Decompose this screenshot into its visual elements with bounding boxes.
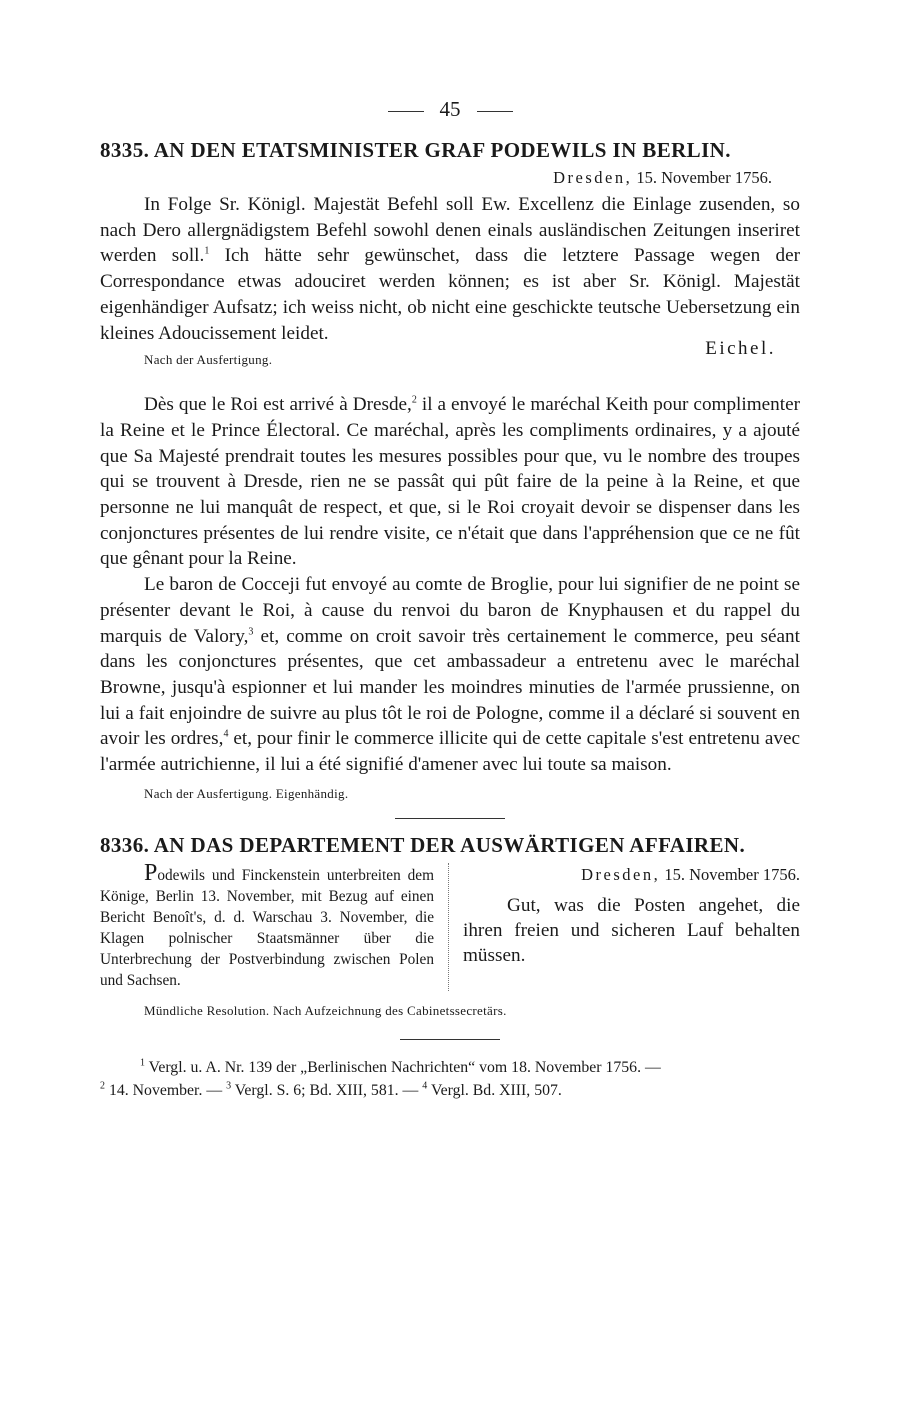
french-p1-text-b: il a envoyé le maréchal Keith pour complimenter la Reine et le Prince Électoral. Ce maréchal, après les compliments ordinaires, y a ajouté que Sa Majesté prendrait toutes les mesures possibles pour que, vu le nombre des troupes qui se trouvent à Dresde, rien ne se passât qui pût faire de la peine à la Reine, et que personne ne lui manquât de respect, et que, si le Roi croyait devoir se dispenser dans les conjonctures présentes de lui rendre visite, ce n'était que dans l'appréhension que ce ne fût que gênant pour la Reine.	[100, 394, 800, 570]
french-p1-text-a: Dès que le Roi est arrivé à Dresde,	[144, 394, 412, 416]
footnote-mark-4: 4	[422, 1080, 428, 1092]
letter-8335-date: 15. November 1756.	[636, 168, 772, 187]
footnote-2-text: 14. November. —	[105, 1081, 227, 1099]
footnote-1-text: Vergl. u. A. Nr. 139 der „Berlinischen Nachrichten“ vom 18. November 1756. —	[145, 1058, 661, 1076]
french-p2-text-b: et, comme on croit savoir très certainement le commerce, peu séant dans les conjonctures présentes, que cet ambassadeur a entretenu avec le maréchal Browne, jusqu'à espionner et lui mander les moindres minuties de l'armée prussienne, on lui a fait enjoindre de suivre au plus tôt le roi de Pologne, comme il a déclaré si souvent en avoir les ordres,	[100, 625, 800, 750]
letter-8336-summary	[100, 859, 449, 991]
footnote-ref-4: 4	[223, 728, 229, 740]
letter-8336-heading: 8336. AN DAS DEPARTEMENT DER AUSWÄRTIGEN AFFAIREN.	[100, 832, 746, 857]
page-number-dash-left	[388, 111, 424, 112]
footnote-ref-3: 3	[248, 626, 254, 638]
letter-8335-source-note: Nach der Ausfertigung.	[144, 352, 273, 368]
summary-text: odewils und Finckenstein unterbreiten dem Könige, Berlin 13. November, mit Bezug auf einen Bericht Benoît's, d. d. Warschau 3. November, die Klagen polnischer Staatsmänner über die Unterbrechung der Postverbindung zwischen Polen und Sachsen.	[100, 866, 434, 989]
footnote-ref-2: 2	[411, 394, 417, 406]
footnote-ref-1: 1	[204, 246, 210, 258]
letter-8335-dateline	[100, 166, 772, 190]
document-page	[100, 94, 800, 1102]
letter-8335-date-place: Dresden,	[553, 168, 633, 187]
footnote-line-1	[100, 1056, 800, 1079]
letter-8335-text-a: In Folge Sr. Königl. Majestät Befehl soll Ew. Excellenz die Einlage zusenden, so nach Dero allergnädigstem Befehl sowohl denen einals ausländischen Zeitungen inseriret werden soll.	[100, 194, 800, 267]
french-p2-text-c: et, pour finir le commerce illicite qui de cette capitale s'est entretenu avec l'armée autrichienne, il lui a été signifié d'amener avec lui toute sa maison.	[100, 728, 800, 776]
page-number-dash-right	[477, 111, 513, 112]
letter-8336-resolution-column	[449, 863, 800, 991]
letter-8335-signature-row	[100, 338, 800, 370]
page-number-line	[100, 94, 800, 124]
footnote-4-text: Vergl. Bd. XIII, 507.	[427, 1081, 562, 1099]
page-number: 45	[439, 97, 461, 121]
footnote-3-text: Vergl. S. 6; Bd. XIII, 581. —	[231, 1081, 423, 1099]
letter-8335-text-b: Ich hätte sehr gewünschet, dass die letztere Passage wegen der Correspondance etwas adouciret werden können; es ist aber Sr. Königl. Majestät eigenhändiger Aufsatz; ich weiss nicht, ob nicht eine geschickte teutsche Uebersetzung ein kleines Adoucissement leidet.	[100, 245, 800, 344]
letter-8335-paragraph	[100, 192, 800, 346]
letter-8336-date: 15. November 1756.	[664, 864, 800, 884]
footnote-mark-3: 3	[226, 1080, 232, 1092]
french-p2-text-a: Le baron de Cocceji fut envoyé au comte de Broglie, pour lui signifier de ne point se présenter devant le Roi, à cause du renvoi du baron de Knyphausen et du rappel du marquis de Valory,	[100, 574, 800, 647]
letter-8336-source-note: Mündliche Resolution. Nach Aufzeichnung des Cabinetssecretärs.	[144, 1002, 507, 1018]
summary-initial: P	[144, 859, 158, 886]
letter-8335-heading: 8335. AN DEN ETATSMINISTER GRAF PODEWILS IN BERLIN.	[100, 138, 731, 162]
french-paragraph-1	[100, 392, 800, 572]
letter-8336-dateline	[463, 863, 800, 887]
footnote-divider	[400, 1039, 500, 1040]
letter-8335-signature: Eichel.	[705, 338, 776, 360]
section-divider	[395, 818, 505, 819]
footnote-mark-1: 1	[140, 1057, 145, 1069]
letter-8336-date-place: Dresden,	[581, 864, 661, 884]
french-paragraph-2	[100, 572, 800, 778]
footnote-line-2	[100, 1079, 800, 1102]
letter-8336-resolution: Gut, was die Posten angehet, die ihren freien und sicheren Lauf behalten müssen.	[463, 894, 800, 966]
letter-8336-columns	[100, 859, 800, 991]
french-source-note: Nach der Ausfertigung. Eigenhändig.	[144, 785, 349, 801]
footnote-mark-2: 2	[100, 1080, 105, 1092]
